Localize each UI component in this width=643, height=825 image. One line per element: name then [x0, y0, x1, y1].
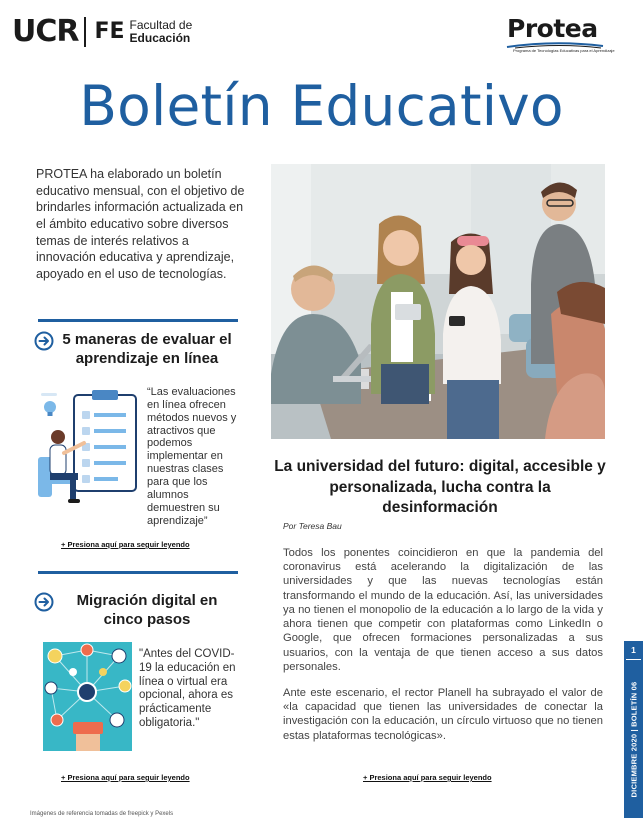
protea-logo [505, 14, 615, 58]
fe-logo-text: FE [94, 19, 125, 44]
section-2-quote: "Antes del COVID-19 la educación en línea o virtual era opcional, ahora es prácticamente obligatoria." [139, 648, 236, 729]
section-1-quote: “Las evaluaciones en línea ofrecen métodos nuevos y atractivos que podemos implementar en nuestras clases para que los alumnos demuestren su aprendizaje” [147, 386, 237, 527]
issue-label: DICIEMBRE 2020 | BOLETÍN 06 [629, 681, 638, 797]
ucr-fe-logo [12, 14, 192, 49]
section-2-title: Migración digital en cinco pasos [76, 592, 218, 628]
digital-migration-illustration [43, 642, 132, 751]
intro-text: PROTEA ha elaborado un boletín educativo mensual, con el objetivo de brindarles información actualizada en el ámbito educativo sobre diversos temas de interés relativos a innovación educativa y aprendizaje, apoyado en el uso de tecnologías. [36, 167, 245, 281]
article-byline: Por Teresa Bau [283, 521, 342, 531]
page-number: 1 [631, 645, 636, 655]
article-title: La universidad del futuro: digital, accesible y personalizada, lucha contra la desinformación [274, 458, 606, 517]
online-evaluation-illustration [36, 385, 142, 510]
page-title: Boletín Educativo [79, 74, 564, 138]
tab-divider [626, 659, 641, 660]
faculty-line-1: Facultad de [129, 17, 193, 32]
faculty-name [130, 19, 193, 44]
section-divider [38, 319, 238, 322]
protea-logo-text: Protea [507, 14, 598, 43]
arrow-right-circle-icon [34, 331, 54, 351]
article-read-more-link[interactable]: + Presiona aquí para seguir leyendo [363, 773, 492, 782]
section-1-read-more-link[interactable]: + Presiona aquí para seguir leyendo [61, 540, 190, 549]
image-credits: Imágenes de referencia tomadas de freepick y Pexels [30, 811, 174, 817]
faculty-line-2: Educación [129, 30, 191, 45]
section-divider [38, 571, 238, 574]
logo-divider [84, 17, 86, 47]
section-1-title: 5 maneras de evaluar el aprendizaje en línea [62, 331, 232, 367]
section-2-read-more-link[interactable]: + Presiona aquí para seguir leyendo [61, 773, 190, 782]
arrow-right-circle-icon [34, 592, 54, 612]
issue-side-tab [624, 641, 643, 818]
article-paragraph-2: Ante este escenario, el rector Planell ha subrayado el valor de «la capacidad que tienen las universidades de conectar la investigación con la educación, un círculo virtuoso que no tienen estas plataformas tecnológicas». [283, 687, 603, 742]
students-photo [271, 164, 605, 439]
article-paragraph-1: Todos los ponentes coincidieron en que la pandemia del coronavirus está acelerando la digitalización de las universidades y que las nuevas tecnologías están transformando el mundo de la educación. Así, las universidades ya no tienen el monopolio de la educación a lo largo de la vida y ahora tienen que competir con plataformas como LinkedIn o Google, que ofrecen formaciones personalizadas a sus usuarios, con la ventaja de que tienen acceso a sus datos personales. [283, 547, 603, 673]
protea-tagline: Programa de Tecnologías Educativas para el Aprendizaje [513, 48, 615, 53]
ucr-logo-text: UCR [12, 14, 79, 49]
